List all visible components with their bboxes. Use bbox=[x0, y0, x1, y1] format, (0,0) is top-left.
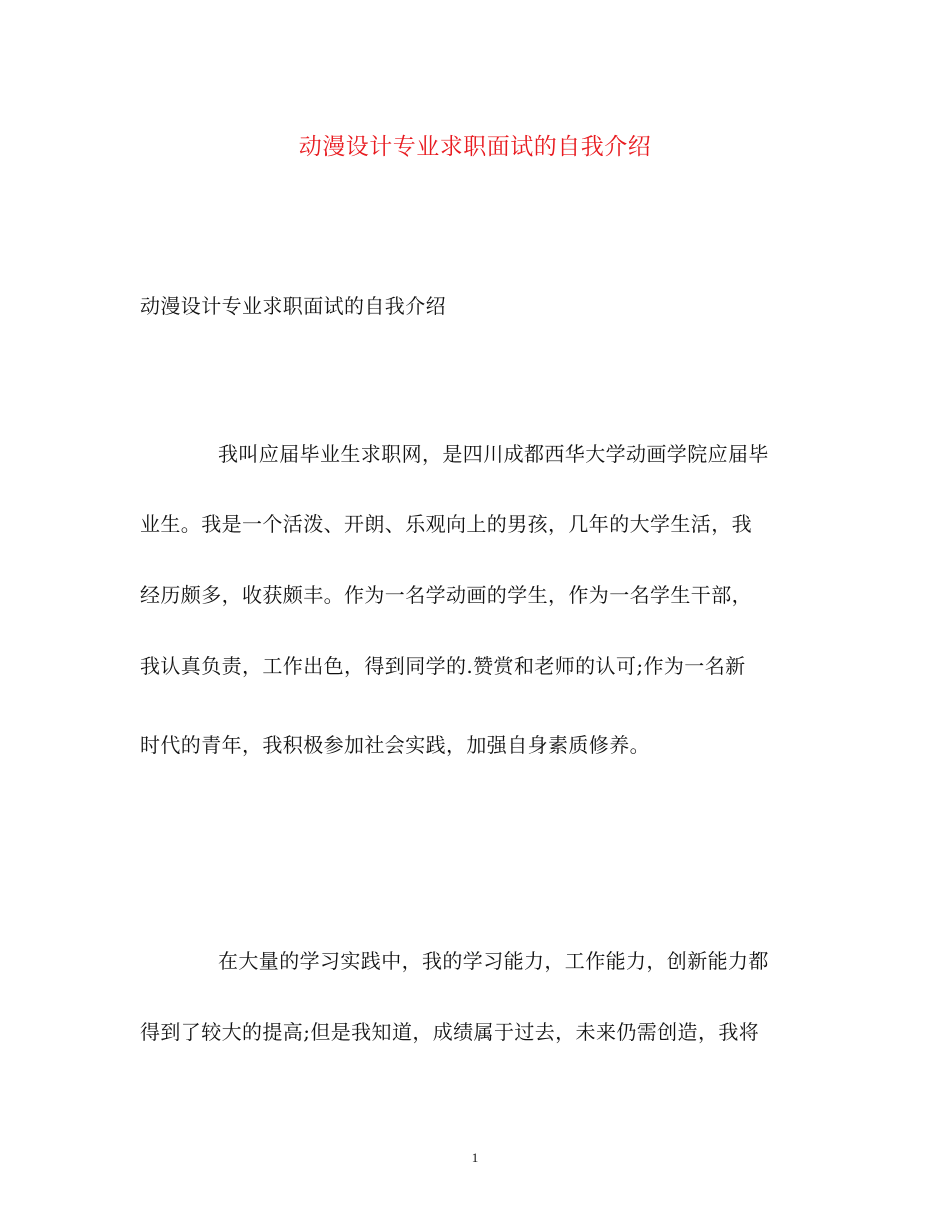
page-number: 1 bbox=[471, 1150, 479, 1165]
paragraph-line: 我认真负责，工作出色，得到同学的.赞赏和老师的认可;作为一名新 bbox=[140, 654, 746, 678]
paragraph-line: 业生。我是一个活泼、开朗、乐观向上的男孩，几年的大学生活，我 bbox=[140, 512, 752, 536]
paragraph-line: 我叫应届毕业生求职网，是四川成都西华大学动画学院应届毕 bbox=[218, 442, 769, 466]
paragraph-line: 在大量的学习实践中，我的学习能力，工作能力，创新能力都 bbox=[218, 949, 769, 973]
paragraph-line: 时代的青年，我积极参加社会实践，加强自身素质修养。 bbox=[140, 733, 650, 757]
document-subheading: 动漫设计专业求职面试的自我介绍 bbox=[140, 294, 446, 318]
document-title: 动漫设计专业求职面试的自我介绍 bbox=[298, 134, 652, 160]
paragraph-line: 得到了较大的提高;但是我知道，成绩属于过去，未来仍需创造，我将 bbox=[140, 1020, 760, 1044]
paragraph-line: 经历颇多，收获颇丰。作为一名学动画的学生，作为一名学生干部， bbox=[140, 583, 752, 607]
